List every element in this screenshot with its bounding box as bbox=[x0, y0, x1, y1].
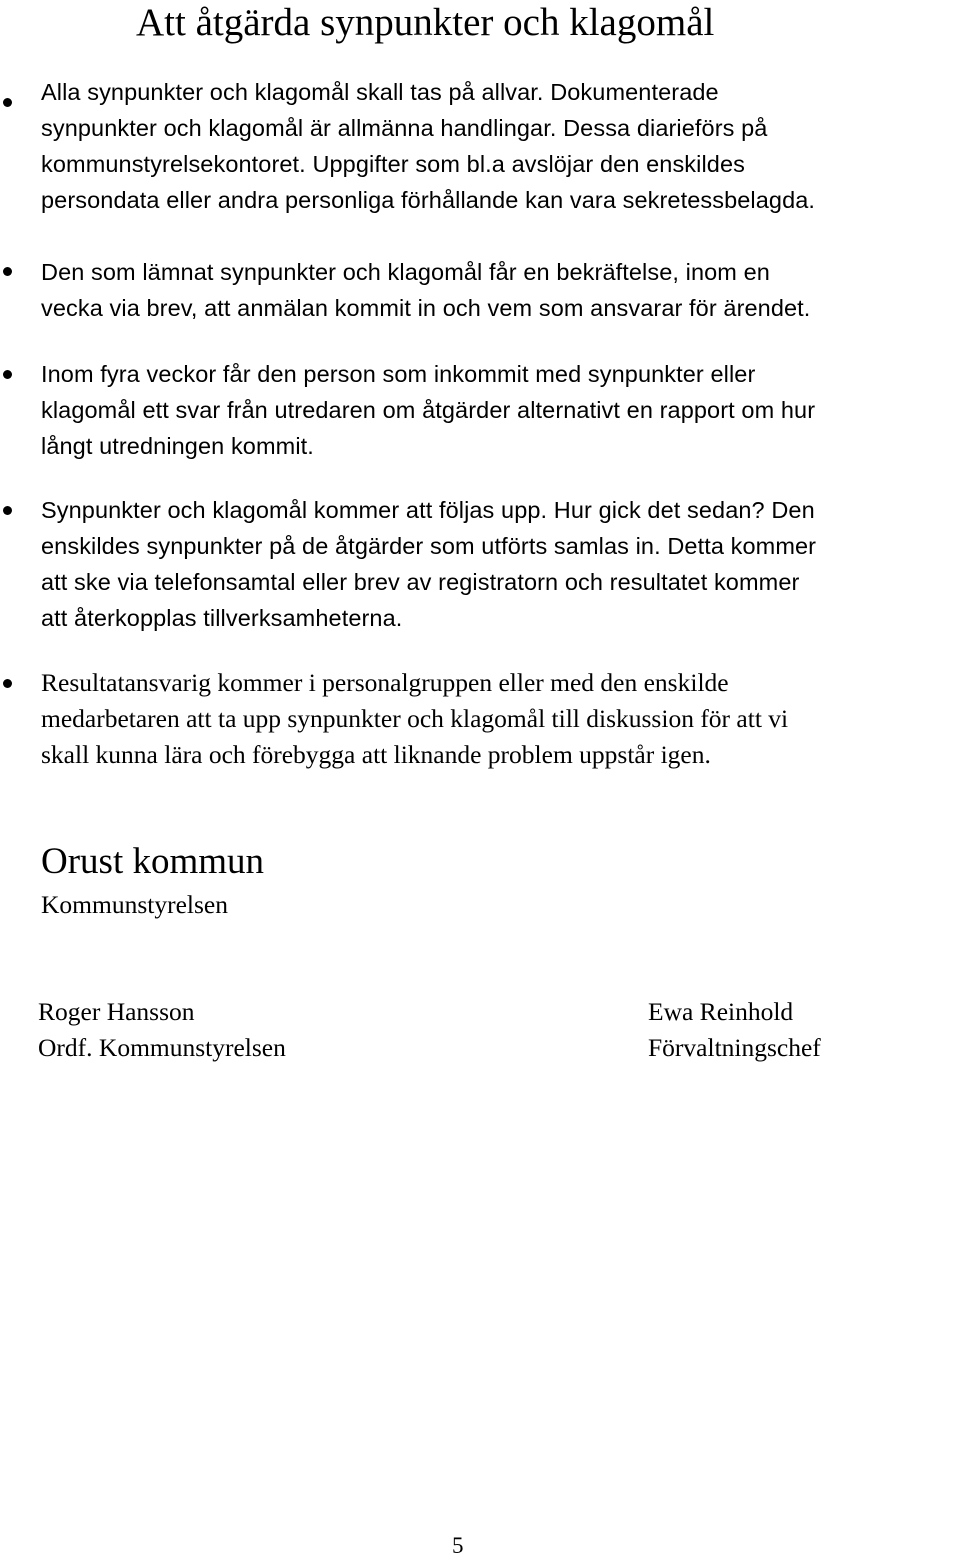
bullet-text: Resultatansvarig kommer i personalgruppen eller med den enskilde medarbetaren att ta upp synpunkter och klagomål till diskussion för att vi skall kunna lära och förebygga att liknande problem uppstår igen. bbox=[41, 668, 789, 769]
page-title: Att åtgärda synpunkter och klagomål bbox=[136, 1, 715, 44]
organization-department: Kommunstyrelsen bbox=[41, 890, 228, 919]
signature-block-right bbox=[648, 994, 821, 1066]
bullet-text: Den som lämnat synpunkter och klagomål får en bekräftelse, inom en vecka via brev, att anmälan kommit in och vem som ansvarar för ärendet. bbox=[41, 259, 811, 321]
signatory-name: Roger Hansson bbox=[38, 997, 195, 1026]
bullet-text: Alla synpunkter och klagomål skall tas på allvar. Dokumenterade synpunkter och klagomål är allmänna handlingar. Dessa diarieförs på kommunstyrelsekontoret. Uppgifter som bl.a avslöjar den enskildes persondata eller andra personliga förhållande kan vara sekretessbelagda. bbox=[41, 79, 816, 213]
page-number: 5 bbox=[452, 1533, 464, 1558]
bullet-icon bbox=[3, 370, 12, 379]
bullet-icon bbox=[3, 679, 12, 688]
bullet-icon bbox=[3, 98, 12, 107]
bullet-icon bbox=[3, 267, 12, 276]
signatory-name: Ewa Reinhold bbox=[648, 997, 794, 1026]
bullet-text: Synpunkter och klagomål kommer att följas upp. Hur gick det sedan? Den enskildes synpunkter på de åtgärder som utförts samlas in. Detta kommer att ske via telefonsamtal eller brev av registratorn och resultatet kommer att återkopplas tillverksamheterna. bbox=[41, 497, 817, 631]
signatory-role: Ordf. Kommunstyrelsen bbox=[38, 1033, 286, 1062]
bullet-text: Inom fyra veckor får den person som inkommit med synpunkter eller klagomål ett svar från utredaren om åtgärder alternativt en rapport om hur långt utredningen kommit. bbox=[41, 361, 816, 459]
bullet-icon bbox=[3, 506, 12, 515]
organization-name: Orust kommun bbox=[41, 841, 265, 882]
signature-block-left bbox=[38, 994, 286, 1066]
signatory-role: Förvaltningschef bbox=[648, 1033, 821, 1062]
